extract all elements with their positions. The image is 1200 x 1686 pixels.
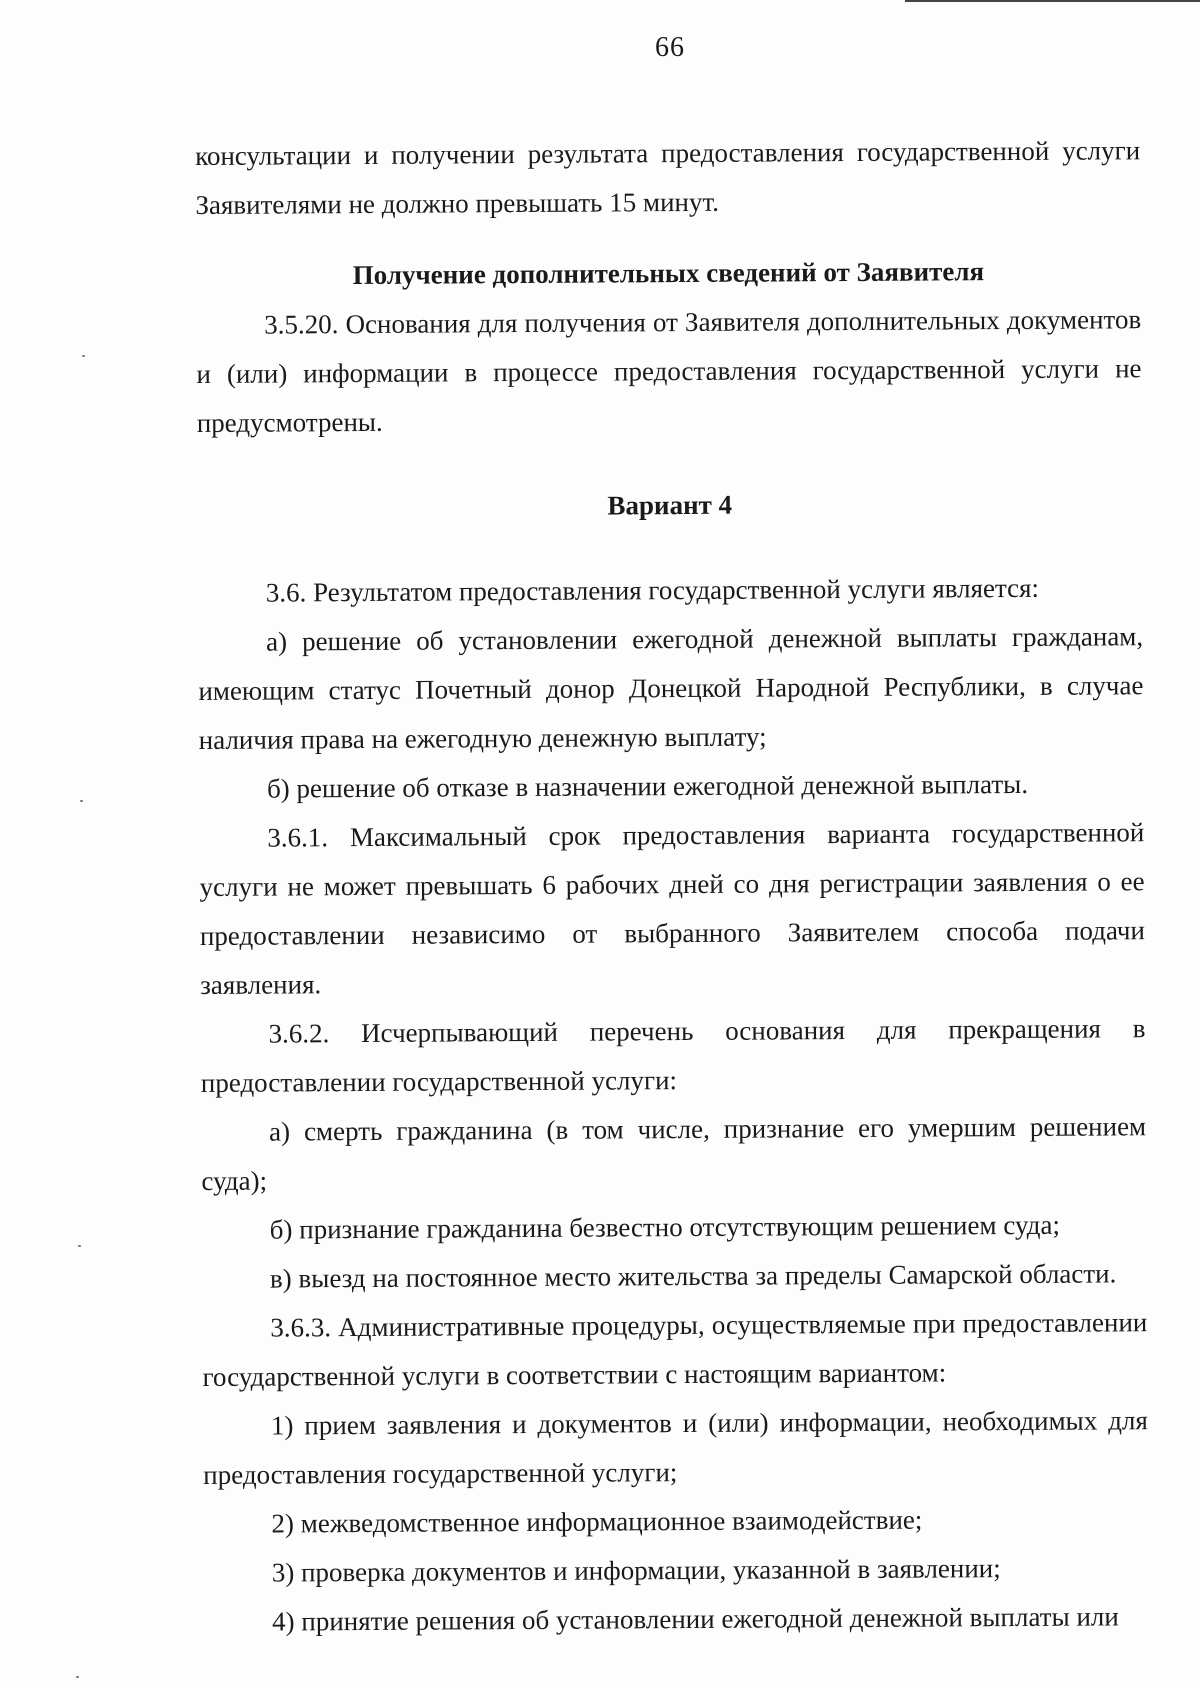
scan-speck bbox=[80, 800, 83, 802]
paragraph-3-6-1: 3.6.1. Максимальный срок предоставления варианта государственной услуги не может превышать 6 рабочих дней со дня регистрации заявления о ее предоставлении независимо от выбранного Заявителем способа подачи заявления. bbox=[199, 817, 1145, 1000]
paragraph-3-6-2: 3.6.2. Исчерпывающий перечень основания для прекращения в предоставлении государственной услуги: bbox=[200, 1013, 1146, 1098]
top-edge-rule bbox=[905, 0, 1200, 2]
section-heading-variant-4: Вариант 4 bbox=[607, 489, 733, 521]
paragraph-continuation: консультации и получении результата предоставления государственной услуги Заявителями не должно превышать 15 минут. bbox=[195, 135, 1141, 220]
scan-speck bbox=[82, 355, 85, 357]
paragraph-3-6-2-a: а) смерть гражданина (в том числе, признание его умершим решением суда); bbox=[201, 1111, 1147, 1196]
paragraph-3-6-a: а) решение об установлении ежегодной денежной выплаты гражданам, имеющим статус Почетный донор Донецкой Народной Республики, в случае наличия права на ежегодную денежную выплату; bbox=[198, 621, 1144, 755]
paragraph-3-6-2-v: в) выезд на постоянное место жительства за пределы Самарской области. bbox=[269, 1258, 1117, 1294]
document-body bbox=[195, 126, 1149, 1647]
scan-speck bbox=[78, 1245, 81, 1247]
paragraph-3-6-3-3: 3) проверка документов и информации, указанной в заявлении; bbox=[271, 1553, 1001, 1588]
paragraph-3-6-3-2: 2) межведомственное информационное взаимодействие; bbox=[271, 1504, 923, 1539]
page-number: 66 bbox=[655, 32, 685, 63]
paragraph-3-5-20: 3.5.20. Основания для получения от Заявителя дополнительных документов и (или) информации в процессе предоставления государственной услуги не предусмотрены. bbox=[196, 304, 1142, 438]
section-heading-additional-info: Получение дополнительных сведений от Заявителя bbox=[352, 256, 985, 291]
paragraph-3-6-b: б) решение об отказе в назначении ежегодной денежной выплаты. bbox=[266, 768, 1029, 804]
scan-speck bbox=[76, 1676, 79, 1678]
paragraph-3-6-3: 3.6.3. Административные процедуры, осуществляемые при предоставлении государственной услуги в соответствии с настоящим вариантом: bbox=[202, 1307, 1148, 1392]
paragraph-3-6: 3.6. Результатом предоставления государственной услуги является: bbox=[265, 572, 1040, 608]
paragraph-3-6-2-b: б) признание гражданина безвестно отсутствующим решением суда; bbox=[269, 1209, 1061, 1245]
paragraph-3-6-3-4: 4) принятие решения об установлении ежегодной денежной выплаты или bbox=[272, 1601, 1119, 1637]
paragraph-3-6-3-1: 1) прием заявления и документов и (или) информации, необходимых для предоставления государственной услуги; bbox=[203, 1405, 1148, 1490]
